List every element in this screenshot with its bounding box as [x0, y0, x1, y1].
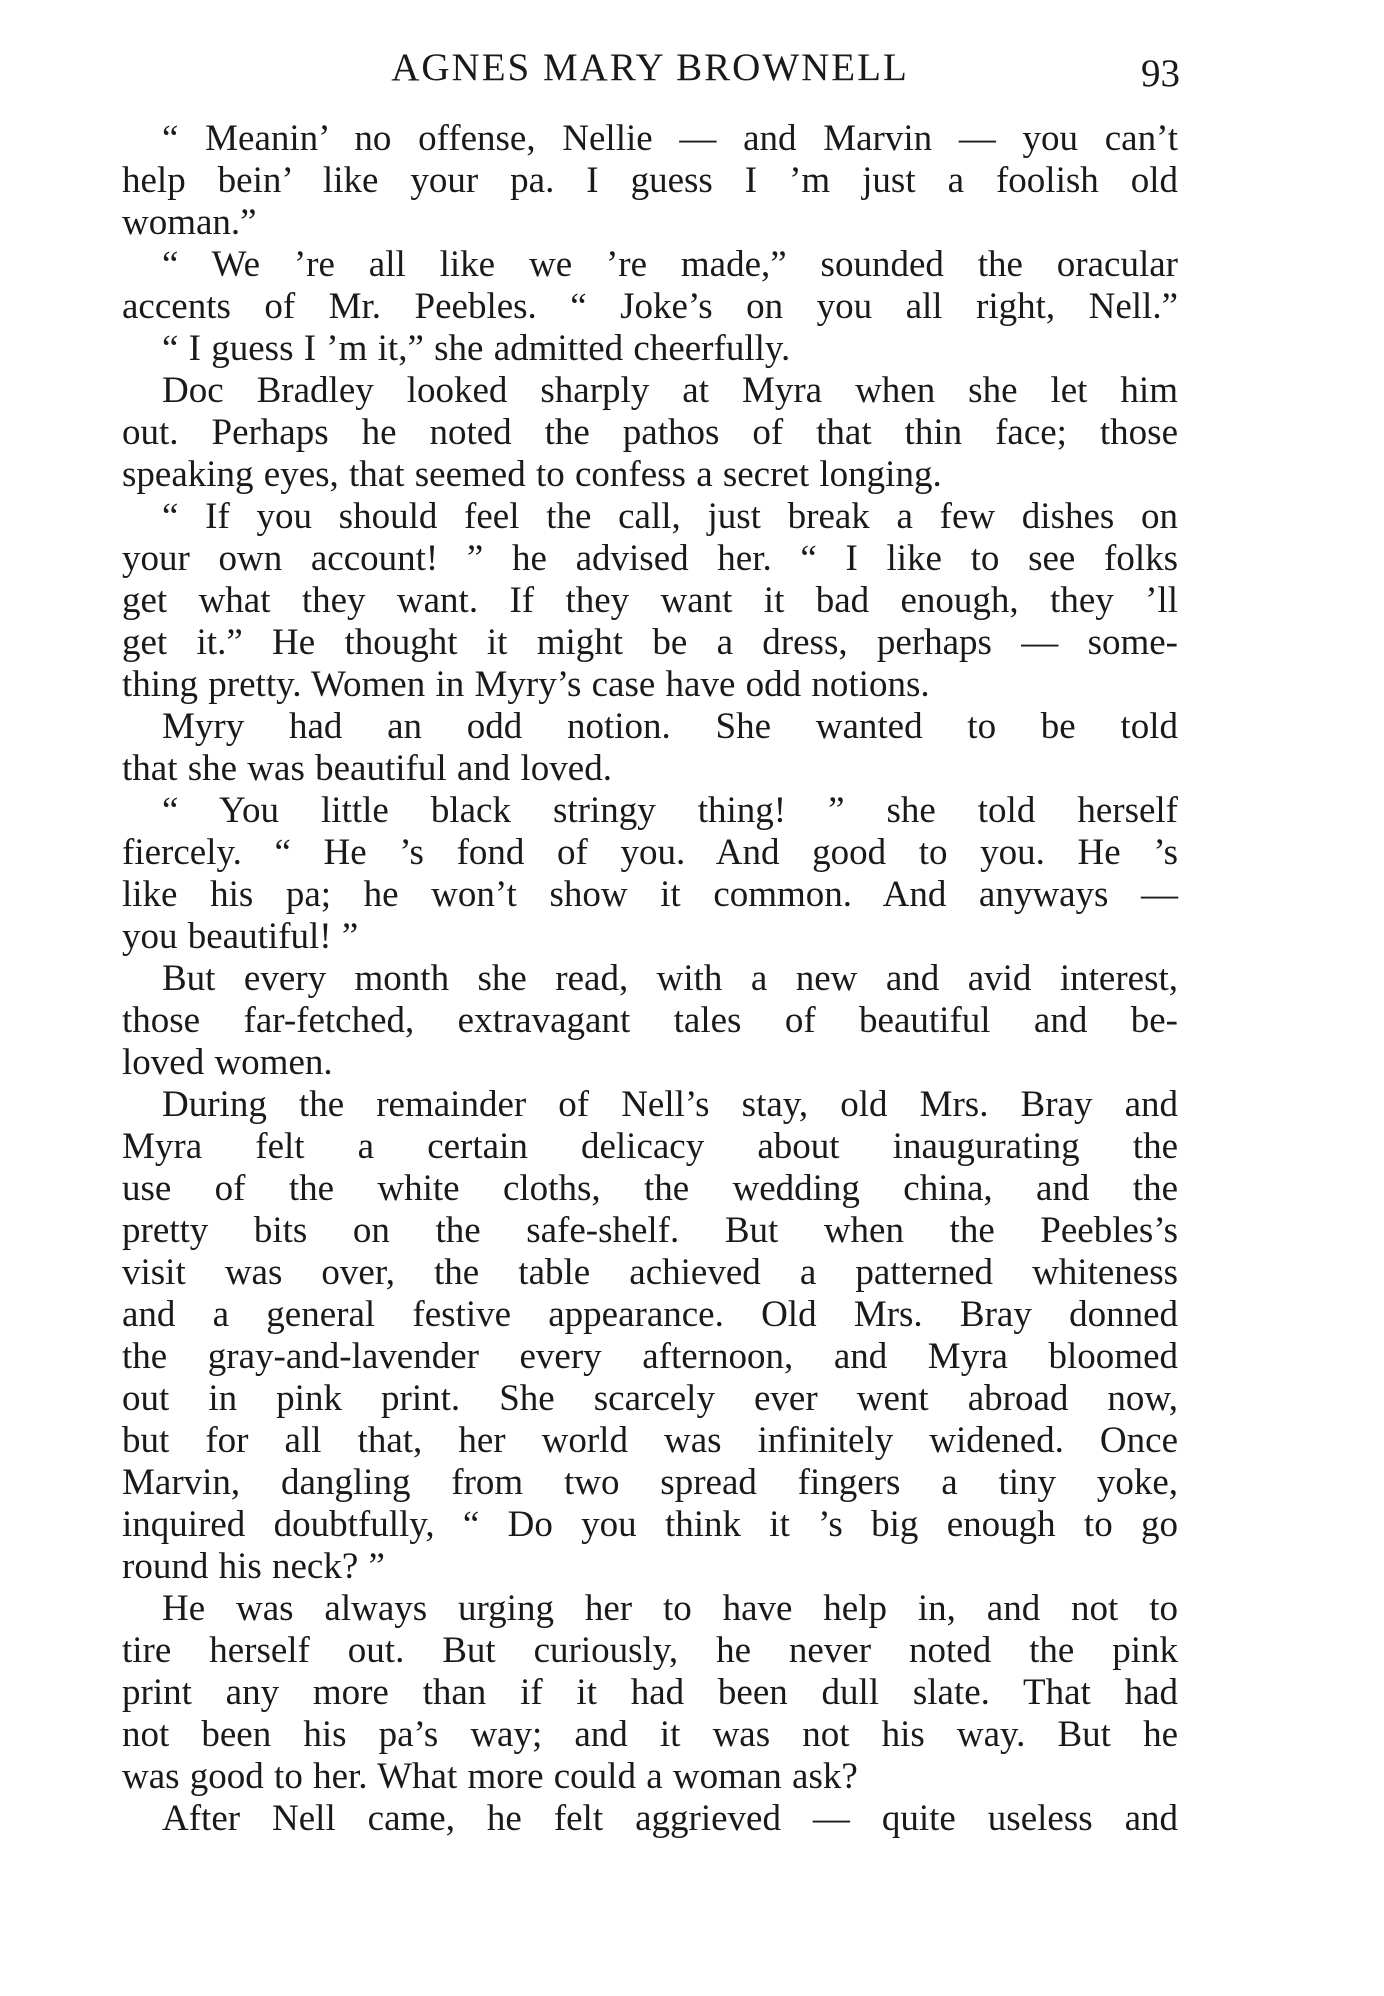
- body-text: [122, 118, 1178, 1840]
- text-line: “ I guess I ’m it,” she admitted cheerfully.: [162, 328, 791, 369]
- text-line: “ You little black stringy thing! ” she told herself: [162, 790, 1178, 831]
- page-number: 93: [1141, 52, 1180, 95]
- text-line: but for all that, her world was infinitely widened. Once: [122, 1420, 1178, 1461]
- text-line: was good to her. What more could a woman ask?: [122, 1756, 858, 1797]
- text-line: help bein’ like your pa. I guess I ’m just a foolish old: [122, 160, 1178, 201]
- text-line: “ Meanin’ no offense, Nellie — and Marvin — you can’t: [162, 118, 1178, 159]
- text-line: During the remainder of Nell’s stay, old Mrs. Bray and: [162, 1084, 1178, 1125]
- text-line: He was always urging her to have help in, and not to: [162, 1588, 1178, 1629]
- text-line: like his pa; he won’t show it common. And anyways —: [122, 874, 1178, 915]
- text-line: tire herself out. But curiously, he never noted the pink: [122, 1630, 1178, 1671]
- text-line: pretty bits on the safe-shelf. But when the Peebles’s: [122, 1210, 1178, 1251]
- text-line: “ We ’re all like we ’re made,” sounded the oracular: [162, 244, 1178, 285]
- text-line: get what they want. If they want it bad enough, they ’ll: [122, 580, 1178, 621]
- text-line: not been his pa’s way; and it was not his way. But he: [122, 1714, 1178, 1755]
- text-line: Myra felt a certain delicacy about inaugurating the: [122, 1126, 1178, 1167]
- text-line: woman.”: [122, 202, 257, 243]
- text-line: print any more than if it had been dull slate. That had: [122, 1672, 1178, 1713]
- text-line: get it.” He thought it might be a dress, perhaps — some-: [122, 622, 1178, 663]
- text-line: those far-fetched, extravagant tales of beautiful and be-: [122, 1000, 1178, 1041]
- text-line: “ If you should feel the call, just break a few dishes on: [162, 496, 1178, 537]
- text-line: thing pretty. Women in Myry’s case have odd notions.: [122, 664, 930, 705]
- text-line: your own account! ” he advised her. “ I like to see folks: [122, 538, 1178, 579]
- text-line: and a general festive appearance. Old Mrs. Bray donned: [122, 1294, 1178, 1335]
- text-line: Marvin, dangling from two spread fingers a tiny yoke,: [122, 1462, 1178, 1503]
- text-line: speaking eyes, that seemed to confess a secret longing.: [122, 454, 942, 495]
- running-title: AGNES MARY BROWNELL: [391, 46, 909, 89]
- text-line: that she was beautiful and loved.: [122, 748, 612, 789]
- text-line: But every month she read, with a new and avid interest,: [162, 958, 1178, 999]
- text-line: Doc Bradley looked sharply at Myra when she let him: [162, 370, 1178, 411]
- text-line: loved women.: [122, 1042, 333, 1083]
- text-line: Myry had an odd notion. She wanted to be told: [162, 706, 1178, 747]
- text-line: After Nell came, he felt aggrieved — quite useless and: [162, 1798, 1178, 1839]
- text-line: inquired doubtfully, “ Do you think it ’s big enough to go: [122, 1504, 1178, 1545]
- text-line: round his neck? ”: [122, 1546, 385, 1587]
- text-line: the gray-and-lavender every afternoon, and Myra bloomed: [122, 1336, 1178, 1377]
- text-line: out. Perhaps he noted the pathos of that thin face; those: [122, 412, 1178, 453]
- text-line: fiercely. “ He ’s fond of you. And good to you. He ’s: [122, 832, 1178, 873]
- text-line: out in pink print. She scarcely ever went abroad now,: [122, 1378, 1178, 1419]
- text-line: visit was over, the table achieved a patterned whiteness: [122, 1252, 1178, 1293]
- running-head: [120, 40, 1180, 96]
- text-line: you beautiful! ”: [122, 916, 359, 957]
- text-line: use of the white cloths, the wedding china, and the: [122, 1168, 1178, 1209]
- text-line: accents of Mr. Peebles. “ Joke’s on you all right, Nell.”: [122, 286, 1178, 327]
